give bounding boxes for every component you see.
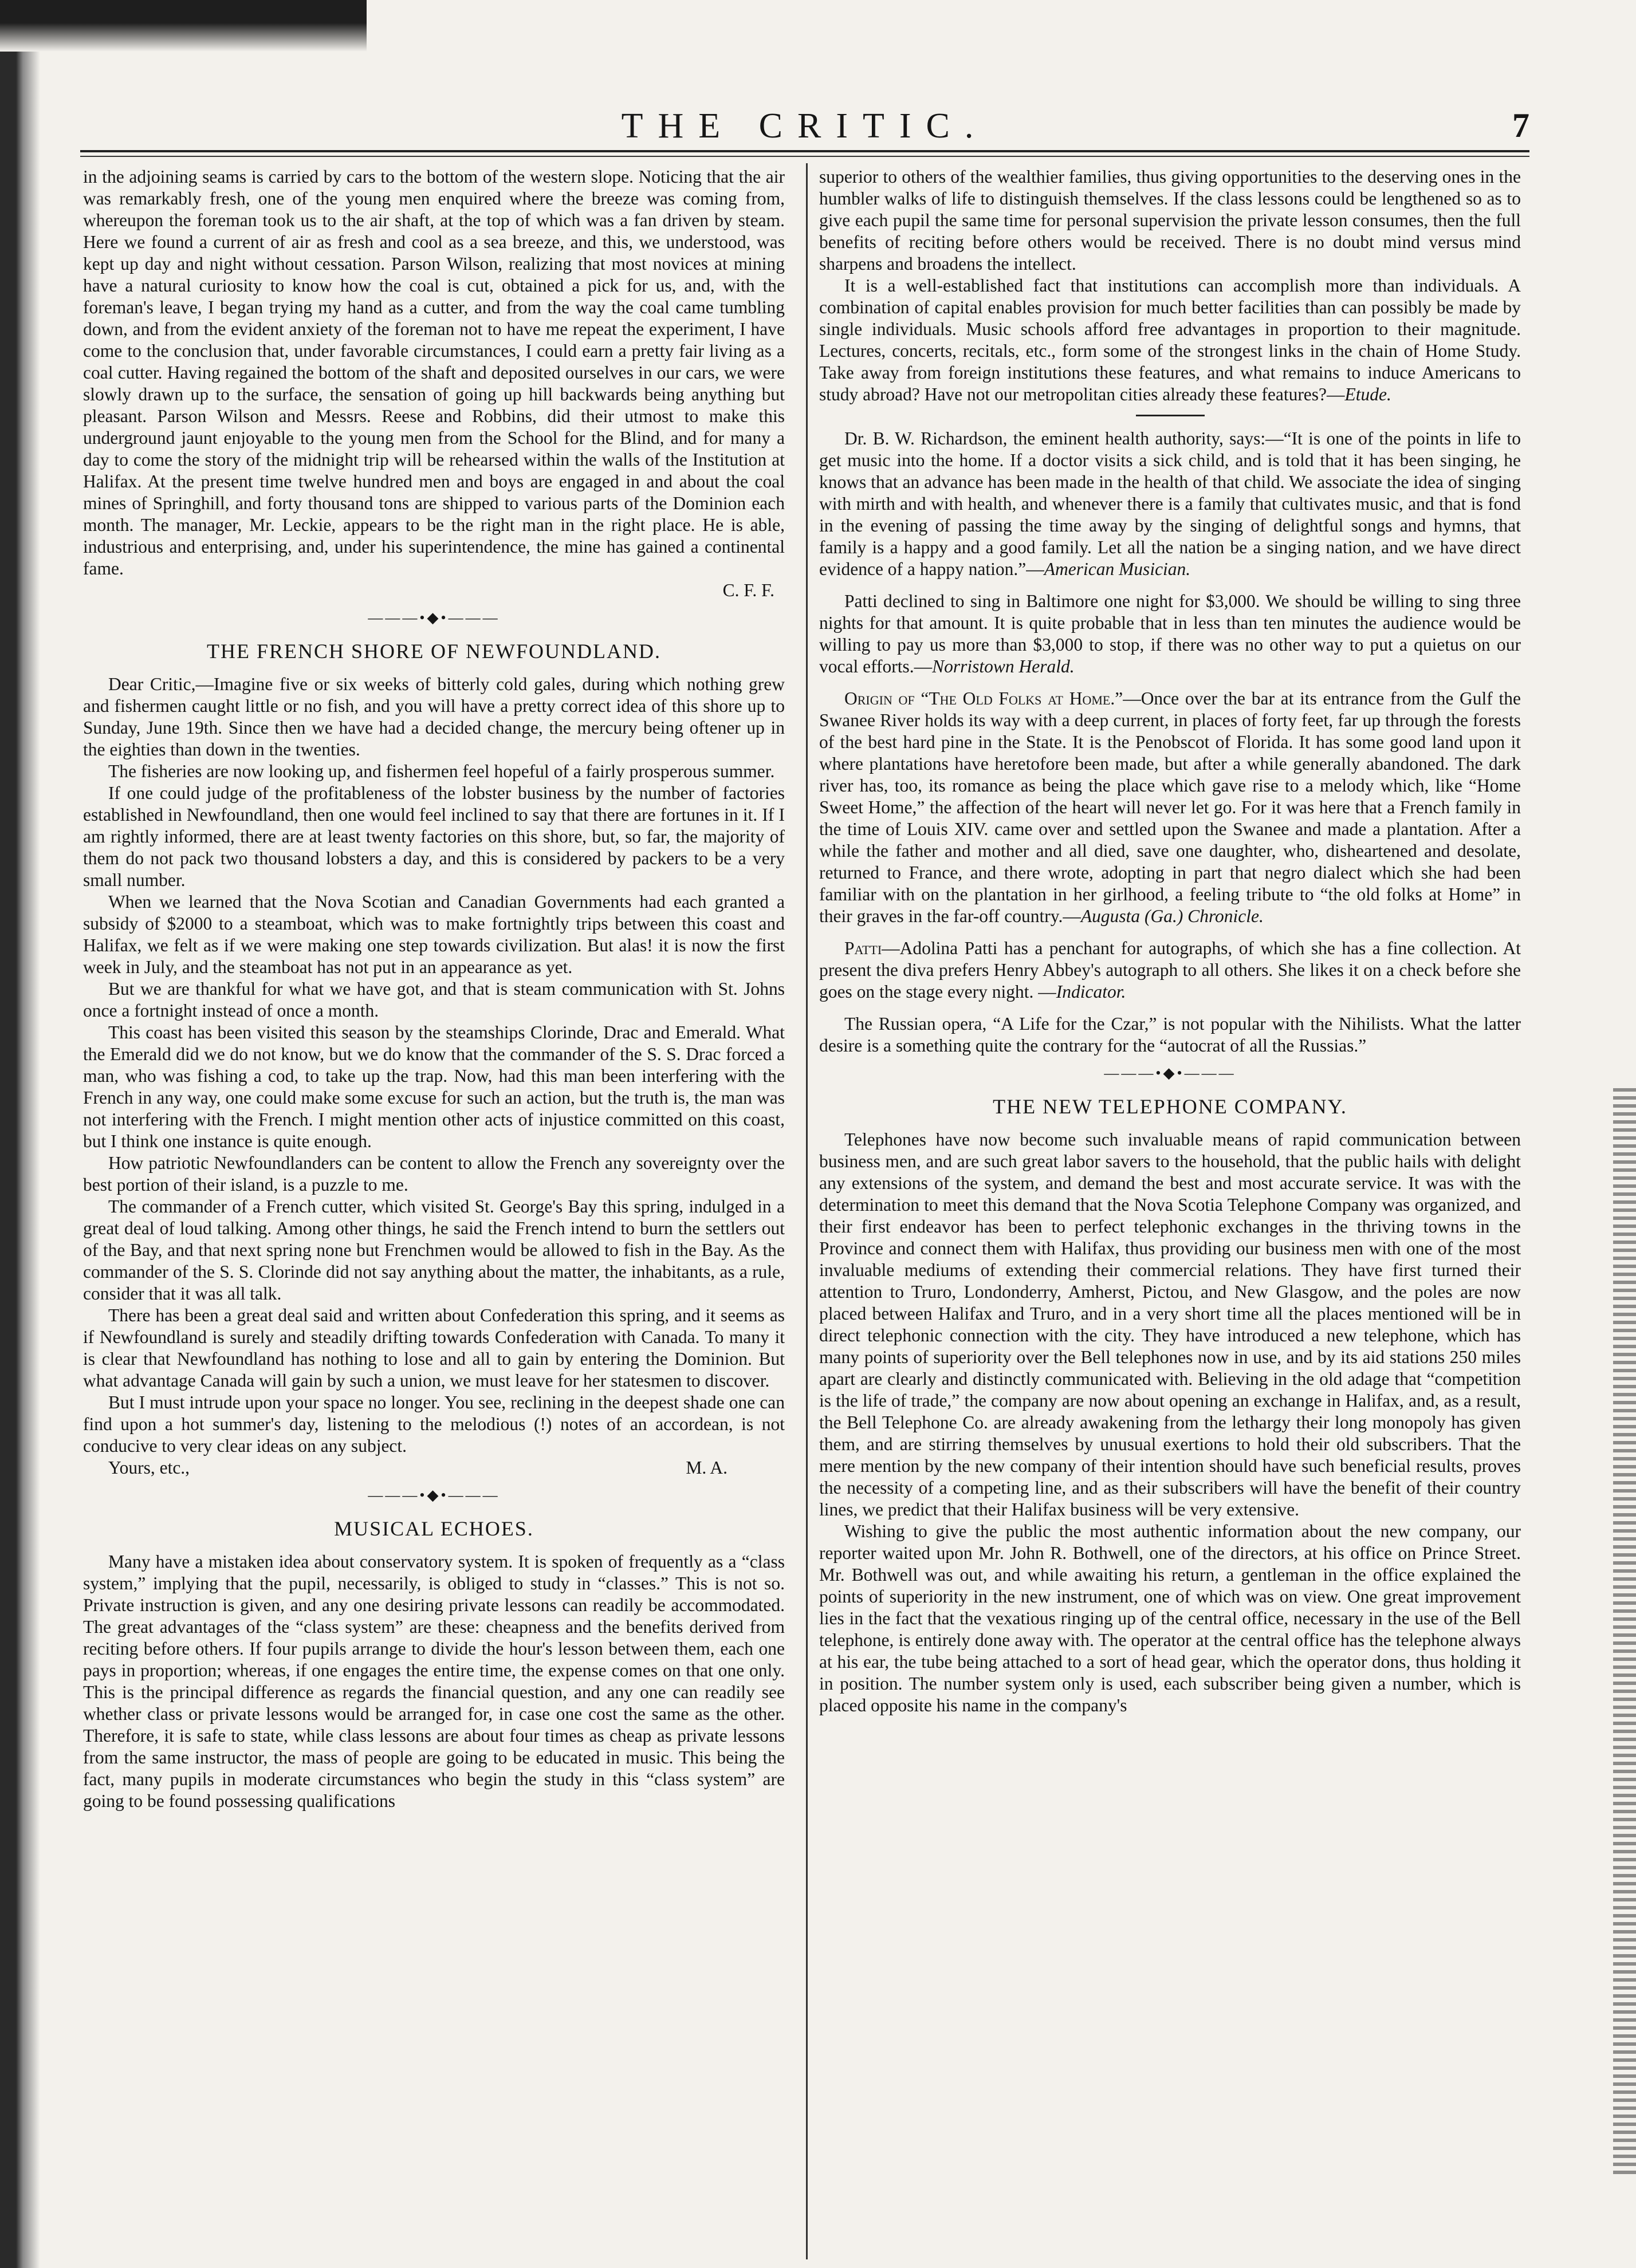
etude-source: Etude.	[1344, 384, 1391, 404]
musical-echoes-continued: superior to others of the wealthier families, thus giving opportunities to the deserving ones in the humbler walks of life to distinguish themselves. If the class lessons could be lengthened so as to give each pupil the same time for personal supervision the private lesson consumes, then the full benefits of reciting before others would be received. There is no doubt mind versus mind sharpens and broadens the intellect.	[819, 167, 1521, 274]
short-divider	[1136, 415, 1205, 416]
french-shore-paragraph: When we learned that the Nova Scotian and Canadian Governments had each granted a subsidy of $2000 to a steamboat, which was to make fortnightly trips between this coast and Halifax, we felt as if we were making one step towards civilization. But alas! it is now the first week in July, and the steamboat has not put in an appearance as yet.	[83, 892, 785, 977]
patti-autographs-paragraph: Patti—Adolina Patti has a penchant for autographs, of which she has a fine collection. At present the diva prefers Henry Abbey's autograph to all others. She likes it on a check before she goes on the stage every night. —Indicator.	[819, 938, 1521, 1002]
richardson-source: American Musician.	[1044, 559, 1191, 579]
patti-lead: Patti	[844, 938, 882, 958]
publication-title: THE CRITIC.	[621, 107, 989, 145]
patti-baltimore-paragraph: Patti declined to sing in Baltimore one night for $3,000. We should be willing to sing three nights for that amount. It is quite probable that in less than ten minutes the audience would be willing to pay us more than $3,000 to stop, if there was no other way to put a quietus on our vocal efforts.—Norristown Herald.	[819, 591, 1521, 676]
french-shore-paragraph: If one could judge of the profitableness of the lobster business by the number of factories established in Newfoundland, then one would feel inclined to say that there are fortunes in it. If I am rightly informed, there are at least twenty factories on this shore, but, so far, the majority of them do not pack two thousand lobsters a day, and this is considered by packers to be a very small number.	[83, 783, 785, 890]
section-ornament: ———•◆•———	[368, 609, 500, 626]
closing-text: Yours, etc.,	[108, 1458, 190, 1478]
french-shore-paragraph: The commander of a French cutter, which visited St. George's Bay this spring, indulged in a great deal of loud talking. Among other things, he said the French intend to burn the settlers out of the Bay, and that next spring none but Frenchmen would be allowed to fish in the Bay. As the commander of the S. S. Clorinde did not say anything about the matter, the inhabitants, as a rule, consider that it was all talk.	[83, 1196, 785, 1304]
french-shore-heading: THE FRENCH SHORE OF NEWFOUNDLAND.	[206, 640, 661, 663]
french-shore-paragraph: But we are thankful for what we have got, and that is steam communication with St. Johns once a fortnight instead of once a month.	[83, 979, 785, 1021]
richardson-text: Dr. B. W. Richardson, the eminent health authority, says:—“It is one of the points in life to get music into the home. If a doctor visits a sick child, and is told that it has been singing, he knows that an advance has been made in the health of that child. We associate the idea of singing with mirth and with health, and whenever there is a family that cultivates music, and that is fond in the evening of passing the time away by the singing of delightful songs and hymns, that family is a happy and a good family. Let all the nation be a singing nation, and we have direct evidence of a happy nation.”	[819, 428, 1521, 579]
right-column	[819, 166, 1521, 2257]
springhill-article-end: in the adjoining seams is carried by cars to the bottom of the western slope. Noticing that the air was remarkably fresh, one of the young men enquired where the breeze was coming from, whereupon the foreman took us to the air shaft, at the top of which was a fan driven by steam. Here we found a current of air as fresh and cool as a sea breeze, and this, we understood, was kept up day and night without cessation. Parson Wilson, realizing that most novices at mining have a natural curiosity to know how the coal is cut, obtained a pick for us, and, with the foreman's leave, I began trying my hand as a cutter, and from the way the coal came tumbling down, and from the evident anxiety of the foreman not to have me repeat the experiment, I have come to the conclusion that, under favorable circumstances, I could earn a pretty fair living as a coal cutter. Having regained the bottom of the shaft and deposited ourselves in our cars, we were slowly drawn up to the surface, the sensation of going up hill backwards being anything but pleasant. Parson Wilson and Messrs. Reese and Robbins, did their utmost to make this underground jaunt enjoyable to the young men from the School for the Blind, and for many a day to come the story of the midnight trip will be rehearsed within the walls of the Institution at Halifax. At the present time twelve hundred men and boys are engaged in and about the coal mines of Springhill, and forty thousand tons are shipped to various parts of the Dominion each month. The manager, Mr. Leckie, appears to be the right man in the right place. He is able, industrious and enterprising, and, under his superintendence, the mine has gained a continental fame.	[83, 167, 785, 578]
patti-autographs-source: Indicator.	[1056, 982, 1126, 1002]
french-shore-paragraph: There has been a great deal said and written about Confederation this spring, and it seems as if Newfoundland is surely and steadily drifting towards Confederation with Canada. To many it is clear that Newfoundland has nothing to lose and all to gain by entering the Dominion. But what advantage Canada will gain by such a union, we must leave for her statesmen to discover.	[83, 1305, 785, 1391]
page-edge-noise	[1613, 1088, 1636, 2176]
scan-corner-shadow	[0, 0, 367, 52]
patti-baltimore-text: Patti declined to sing in Baltimore one night for $3,000. We should be willing to sing three nights for that amount. It is quite probable that in less than ten minutes the audience would be willing to pay us more than $3,000 to stop, if there was no other way to put a quietus on our vocal efforts.	[819, 591, 1521, 676]
section-ornament: ———•◆•———	[368, 1487, 500, 1503]
old-folks-text: —Once over the bar at its entrance from the Gulf the Swanee River holds its way with a deep current, in places of forty feet, far up through the forests of the best hard pine in the State. It is the Penobscot of Florida. It has some good land upon it where plantations have heretofore been made, but after a while generally abandoned. The dark river has, too, its romance as being the place which gave rise to a melody which, like “Home Sweet Home,” the affection of the heart will never let go. For it was here that a French family in the time of Louis XIV. came over and settled upon the Swanee and made a plantation. After a while the father and mother and all died, save one daughter, who, disheartened and desolate, returned to France, and there wrote, adopting in part that negro dialect which she had been familiar with on the plantation in her girlhood, a feeling tribute to “the old folks at Home” in their graves in the far-off country.	[819, 688, 1521, 926]
telephone-paragraph: Telephones have now become such invaluable means of rapid communication between business men, and are such great labor savers to the household, that the public hails with delight any extensions of the system, and demand the best and most accurate service. It was with the determination to meet this demand that the Nova Scotia Telephone Company was organized, and their first endeavor has been to perfect telephonic exchanges in the thriving towns in the Province and connect them with Halifax, thus providing our business men with one of the most invaluable mediums of extending their commercial relations. They have first turned their attention to Truro, Londonderry, Amherst, Pictou, and New Glasgow, and the poles are now placed between Halifax and Truro, and in a very short time all the places mentioned will be in direct telephonic connection with the city. They have introduced a new telephone, which has many points of superiority over the Bell telephones now in use, and by its aid stations 250 miles apart are clearly and distinctly communicated with. Believing in the old adage that “competition is the life of trade,” the company are now about opening an exchange in Halifax, and, as a result, the Bell Telephone Co. are already awakening from the lethargy their long monopoly has given them, and are stirring themselves by unusual exertions to hold their old subscribers. That the mere mention by the new company of their intention should have such beneficial results, proves the necessity of a competing line, and as their subscribers will have the benefit of their country lines, we predict that their Halifax business will be very extensive.	[819, 1129, 1521, 1519]
header-rule-thin	[80, 156, 1529, 157]
etude-text: It is a well-established fact that institutions can accomplish more than individuals. A combination of capital enables provision for much better facilities than can possibly be made by single individuals. Music schools afford free advantages in proportion to their magnitude. Lectures, concerts, recitals, etc., form some of the strongest links in the chain of Home Study. Take away from foreign institutions these features, and what remains to induce Americans to study abroad? Have not our metropolitan cities already these features?	[819, 275, 1521, 404]
french-shore-paragraph: How patriotic Newfoundlanders can be content to allow the French any sovereignty over the best portion of their island, is a puzzle to me.	[83, 1153, 785, 1195]
musical-echoes-paragraph: Many have a mistaken idea about conservatory system. It is spoken of frequently as a “class system,” implying that the pupil, necessarily, is obliged to study in “classes.” This is not so. Private instruction is given, and any one desiring private lessons can readily be accommodated. The great advantages of the “class system” are these: cheapness and the benefits derived from reciting before others. If four pupils arrange to divide the hour's lesson between them, each one pays in proportion; whereas, if one engages the entire time, the expense comes on that one only. This is the principal difference as regards the financial question, and any one can readily see whether class or private lessons would be arranged for, in case one cost the same as the other. Therefore, it is safe to state, while class lessons are about four times as cheap as private lessons from the same instructor, the mass of people are going to be educated in music. This being the fact, many pupils in moderate circumstances who begin the study in this “class system” are going to be found possessing qualifications	[83, 1552, 785, 1811]
french-shore-paragraph: The fisheries are now looking up, and fishermen feel hopeful of a fairly prosperous summer.	[108, 761, 775, 781]
telephone-paragraph: Wishing to give the public the most authentic information about the new company, our reporter waited upon Mr. John R. Bothwell, one of the directors, at his office on Prince Street. Mr. Bothwell was out, and while awaiting his return, a gentleman in the office explained the points of superiority in the new instrument, one of which was on view. One great improvement lies in the fact that the vexatious ringing up of the central office, necessary in the use of the Bell telephone, is entirely done away with. The operator at the central office has the telephone always at his ear, the tube being attached to a sort of head gear, which the operator dons, thus holding it in position. The number system only is used, each subscriber being given a number, which is placed opposite his name in the company's	[819, 1521, 1521, 1715]
column-divider	[806, 163, 808, 2259]
patti-baltimore-source: Norristown Herald.	[932, 656, 1075, 676]
letter-closing	[83, 1457, 785, 1479]
closing-initials: M. A.	[686, 1458, 727, 1478]
page-number: 7	[1512, 107, 1529, 144]
musical-echoes-heading: MUSICAL ECHOES.	[334, 1517, 534, 1540]
old-folks-lead: Origin of “The Old Folks at Home.”	[844, 688, 1123, 708]
russian-opera-paragraph: The Russian opera, “A Life for the Czar,” is not popular with the Nihilists. What the latter desire is a something quite the contrary for the “autocrat of all the Russias.”	[819, 1014, 1521, 1056]
section-ornament: ———•◆•———	[1104, 1065, 1236, 1081]
old-folks-paragraph: Origin of “The Old Folks at Home.”—Once over the bar at its entrance from the Gulf the Swanee River holds its way with a deep current, in places of forty feet, far up through the forests of the best hard pine in the State. It is the Penobscot of Florida. It has some good land upon it where plantations have heretofore been made, but after a while generally abandoned. The dark river has, too, its romance as being the place which gave rise to a melody which, like “Home Sweet Home,” the affection of the heart will never let go. For it was here that a French family in the time of Louis XIV. came over and settled upon the Swanee and made a plantation. After a while the father and mother and all died, save one daughter, who, disheartened and desolate, returned to France, and there wrote, adopting in part that negro dialect which she had been familiar with on the plantation in her girlhood, a feeling tribute to “the old folks at Home” in their graves in the far-off country.—Augusta (Ga.) Chronicle.	[819, 688, 1521, 926]
header-rule	[80, 150, 1529, 152]
left-column	[83, 166, 785, 2257]
telephone-heading: THE NEW TELEPHONE COMPANY.	[993, 1095, 1347, 1118]
french-shore-paragraph: But I must intrude upon your space no longer. You see, reclining in the deepest shade one can find upon a hot summer's day, listening to the melodious (!) notes of an accordean, is not conducive to very clear ideas on any subject.	[83, 1392, 785, 1456]
old-folks-source: Augusta (Ga.) Chronicle.	[1080, 906, 1264, 926]
french-shore-paragraph: Dear Critic,—Imagine five or six weeks of bitterly cold gales, during which nothing grew and fishermen caught little or no fish, and you will have a pretty correct idea of this shore up to Sunday, June 19th. Since then we have had a decided change, the mercury being oftener up in the eighties than down in the twenties.	[83, 674, 785, 759]
binding-shadow	[0, 0, 40, 2268]
patti-autographs-text: —Adolina Patti has a penchant for autographs, of which she has a fine collection. At present the diva prefers Henry Abbey's autograph to all others. She likes it on a check before she goes on the stage every night.	[819, 938, 1521, 1002]
richardson-paragraph: Dr. B. W. Richardson, the eminent health authority, says:—“It is one of the points in life to get music into the home. If a doctor visits a sick child, and is told that it has been singing, he knows that an advance has been made in the health of that child. We associate the idea of singing with mirth and with health, and whenever there is a family that cultivates music, and that is fond in the evening of passing the time away by the singing of delightful songs and hymns, that family is a happy and a good family. Let all the nation be a singing nation, and we have direct evidence of a happy nation.”—American Musician.	[819, 428, 1521, 579]
french-shore-paragraph: This coast has been visited this season by the steamships Clorinde, Drac and Emerald. What the Emerald did we do not know, but we do know that the commander of the S. S. Drac forced a man, who was fishing a cod, to take up the trap. Now, had this man been interfering with the French in any way, one could make some excuse for such an action, but the truth is, the man was not interfering with the French. I might mention other acts of injustice committed on this coast, but I think one instance is quite enough.	[83, 1022, 785, 1151]
article-signature: C. F. F.	[722, 580, 774, 600]
masthead	[80, 106, 1529, 146]
etude-paragraph: It is a well-established fact that institutions can accomplish more than individuals. A combination of capital enables provision for much better facilities than can possibly be made by single individuals. Music schools afford free advantages in proportion to their magnitude. Lectures, concerts, recitals, etc., form some of the strongest links in the chain of Home Study. Take away from foreign institutions these features, and what remains to induce Americans to study abroad? Have not our metropolitan cities already these features?—Etude.	[819, 275, 1521, 404]
